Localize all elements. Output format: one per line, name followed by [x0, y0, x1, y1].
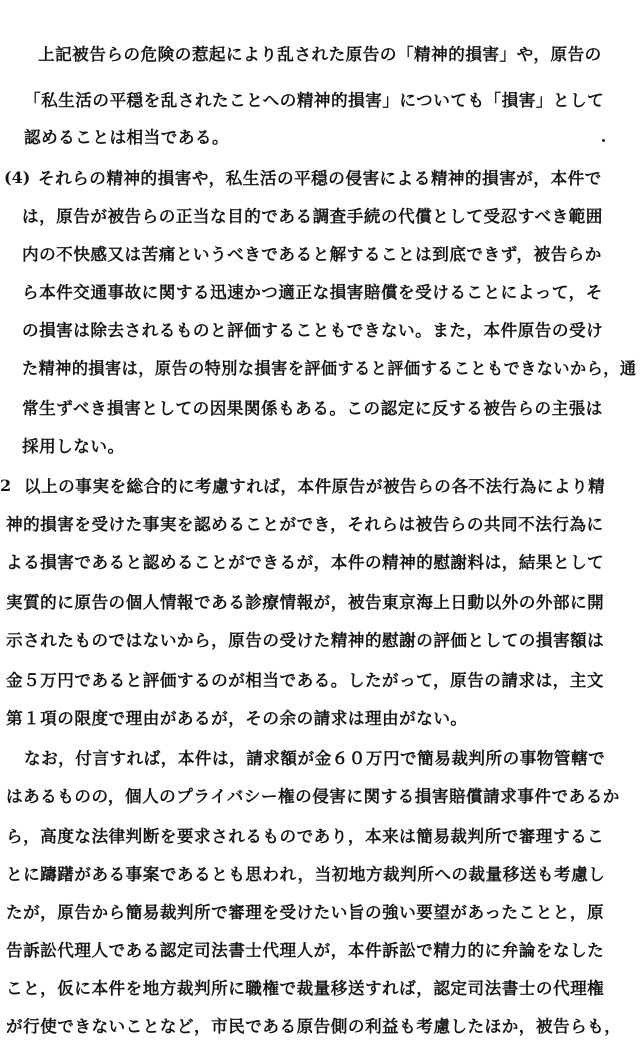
text-line: 実質的に原告の個人情報である診療情報が，被告東京海上日動以外の外部に開 — [6, 592, 605, 612]
ink-speck — [602, 139, 605, 142]
text-line: 告訴訟代理人である認定司法書士代理人が，本件訴訟で精力的に弁論をなした — [6, 940, 605, 960]
text-line: は，原告が被告らの正当な目的である調査手続の代償として受忍すべき範囲 — [22, 206, 603, 226]
text-line: 第１項の限度で理由があるが，その余の請求は理由がない。 — [6, 708, 468, 728]
text-line: なお，付言すれば，本件は，請求額が金６０万円で簡易裁判所の事物管轄で — [24, 748, 606, 768]
text-line: ら本件交通事故に関する迅速かつ適正な損害賠償を受けることによって，そ — [22, 282, 603, 302]
text-line: 金５万円であると評価するのが相当である。したがって，原告の請求は，主文 — [6, 670, 604, 690]
text-line: 神的損害を受けた事実を認めることができ，それらは被告らの共同不法行為に — [6, 514, 604, 534]
text-line: はあるものの，個人のプライバシー権の侵害に関する損害賠償請求事件であるか — [6, 786, 620, 806]
text-line: ら，高度な法律判断を要求されるものであり，本来は簡易裁判所で審理するこ — [6, 826, 605, 846]
text-line: 常生ずべき損害としての因果関係もある。この認定に反する被告らの主張は — [22, 398, 603, 418]
item-marker: (4) — [4, 168, 31, 187]
text-line: たが，原告から簡易裁判所で審理を受けたい旨の強い要望があったことと，原 — [6, 902, 605, 922]
text-line: が行使できないことなど，市民である原告側の利益も考慮したほか，被告らも， — [6, 1016, 622, 1036]
text-line: 「私生活の平穏を乱されたことへの精神的損害」についても「損害」として — [24, 90, 605, 110]
text-line: 採用しない。 — [22, 436, 125, 456]
text-line: 以上の事実を総合的に考慮すれば，本件原告が被告らの各不法行為により精 — [24, 476, 606, 496]
text-line: 上記被告らの危険の惹起により乱された原告の「精神的損害」や，原告の — [38, 44, 602, 64]
text-line: とに躊躇がある事案であるとも思われ，当初地方裁判所への裁量移送も考慮し — [6, 864, 606, 884]
text-line: の損害は除去されるものと評価することもできない。また，本件原告の受け — [22, 320, 604, 340]
item-marker: 2 — [0, 476, 12, 495]
text-line: 認めることは相当である。 — [24, 127, 230, 147]
text-line: た精神的損害は，原告の特別な損害を評価すると評価することもできないから，通 — [22, 358, 637, 378]
text-line: 内の不快感又は苦痛というべきであると解することは到底できず，被告らか — [22, 244, 602, 264]
text-line: こと，仮に本件を地方裁判所に職権で裁量移送すれば，認定司法書士の代理権 — [6, 978, 605, 998]
text-line: 示されたものではないから，原告の受けた精神的慰謝の評価としての損害額は — [6, 630, 605, 650]
text-line: よる損害であると認めることができるが，本件の精神的慰謝料は，結果として — [6, 552, 605, 572]
text-line: それらの精神的損害や，私生活の平穏の侵害による精神的損害が，本件で — [38, 168, 602, 188]
